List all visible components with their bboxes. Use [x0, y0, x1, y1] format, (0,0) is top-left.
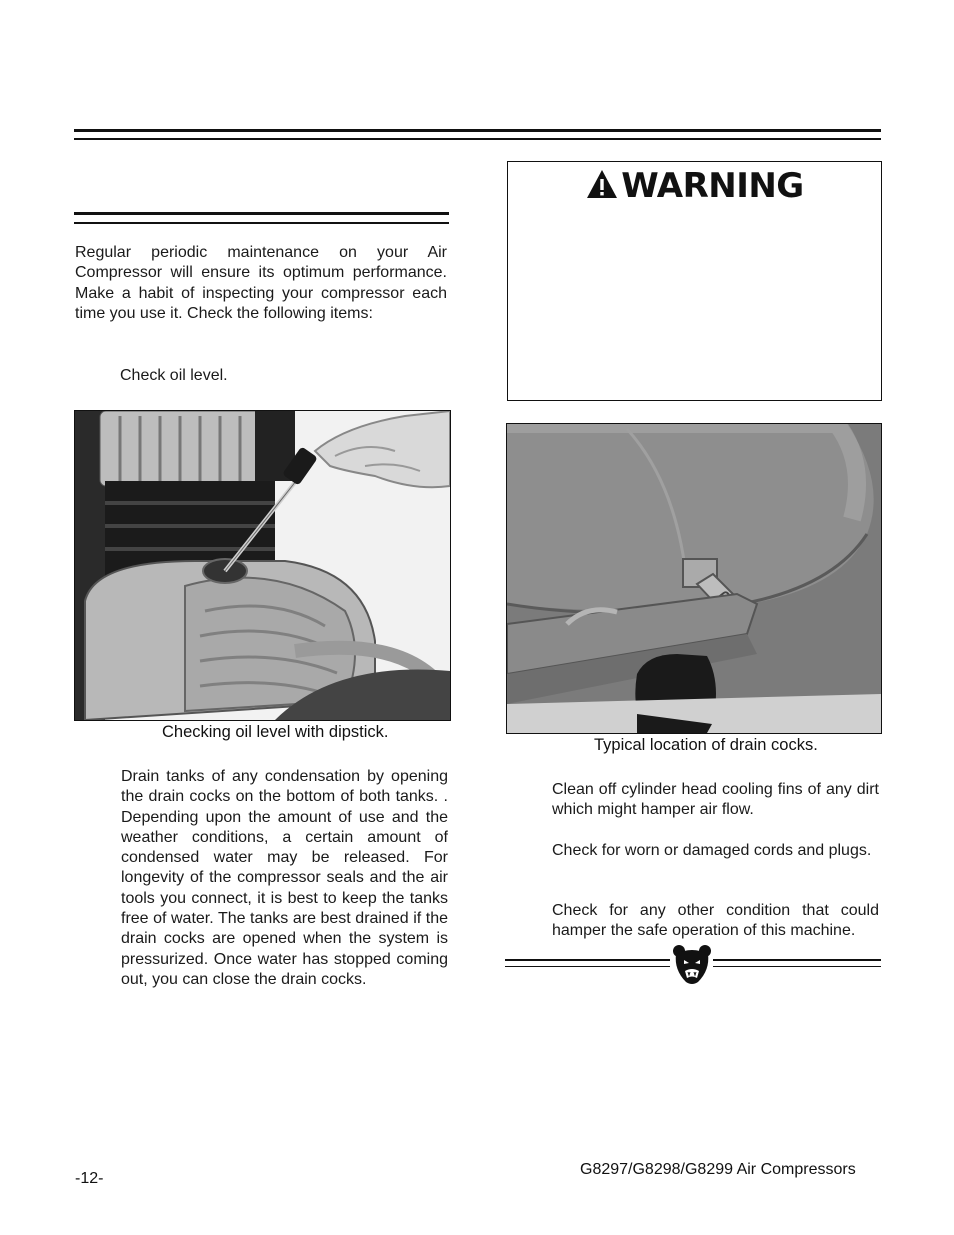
- cooling-fins-item: Clean off cylinder head cooling fins of any dirt which might hamper air flow.: [552, 781, 879, 819]
- compressor-dipstick-illustration: [75, 411, 450, 720]
- dipstick-caption: Checking oil level with dipstick.: [162, 723, 389, 741]
- cords-item: Check for worn or damaged cords and plugs.: [552, 842, 872, 859]
- warning-title-text: WARNING: [621, 166, 804, 206]
- drain-cock-photo: [506, 423, 882, 734]
- dipstick-photo: [74, 410, 451, 721]
- drain-caption: Typical location of drain cocks.: [594, 736, 818, 754]
- page-number: -12-: [75, 1170, 104, 1187]
- drain-tanks-item: Drain tanks of any condensation by opening the drain cocks on the bottom of both tanks. . Depending upon the amount of use and the weather conditions, a certain amount of condensed water may be released. For longevity of the compressor seals and the air tools you connect, it is best to keep the tanks free of water. The tanks are best drained if the drain cocks are opened when the system is pressurized. Once water has stopped coming out, you can close the drain cocks.: [121, 768, 448, 988]
- warning-triangle-icon: [585, 168, 619, 200]
- end-rule-left-bottom: [505, 966, 670, 967]
- oil-check-item: Check oil level.: [120, 367, 228, 384]
- header-rule-top: [74, 129, 881, 132]
- other-condition-item: Check for any other condition that could hamper the safe operation of this machine.: [552, 902, 879, 940]
- end-rule-right-bottom: [713, 966, 881, 967]
- end-rule-right-top: [713, 959, 881, 961]
- footer-product: G8297/G8298/G8299 Air Compressors: [580, 1161, 856, 1178]
- tank-drain-cock-illustration: [507, 424, 881, 733]
- section-rule-top: [74, 212, 449, 215]
- warning-box: [507, 161, 882, 401]
- bear-logo-icon: [672, 944, 712, 986]
- intro-paragraph: Regular periodic maintenance on your Air Compressor will ensure its optimum performance. Make a habit of inspecting your compressor each time you use it. Check the following items:: [75, 244, 447, 322]
- warning-title: [508, 166, 881, 206]
- section-rule-bottom: [74, 222, 449, 224]
- header-rule-bottom: [74, 138, 881, 140]
- end-rule-left-top: [505, 959, 670, 961]
